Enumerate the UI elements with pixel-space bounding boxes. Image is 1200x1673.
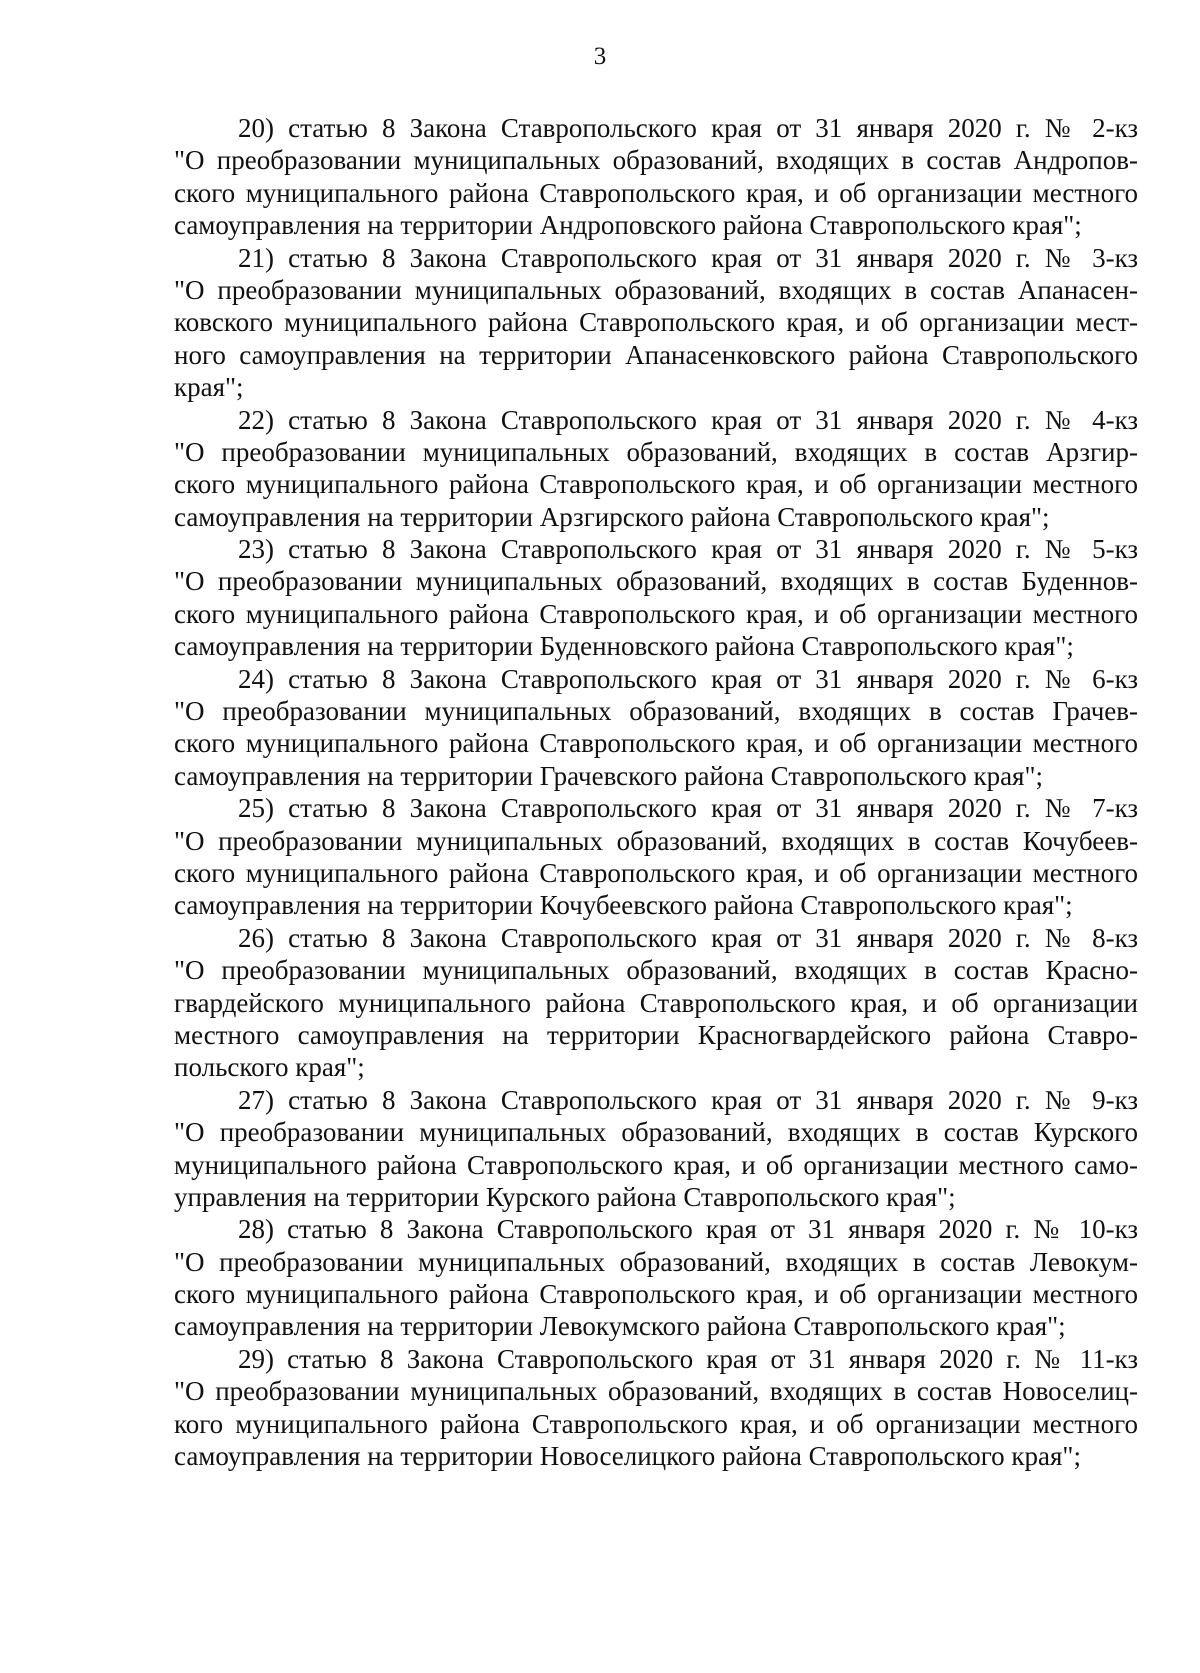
text-line: 21) статью 8 Закона Ставропольского края от 31 января 2020 г. № 3-кз <box>238 242 1138 273</box>
text-line: 24) статью 8 Закона Ставропольского края от 31 января 2020 г. № 6-кз <box>238 663 1138 694</box>
text-line: муниципального района Ставропольского края, и об организации местного само- <box>174 1149 1138 1180</box>
list-item-paragraph <box>174 533 1138 663</box>
page-number: 3 <box>593 43 607 70</box>
text-line: польского края"; <box>174 1052 365 1083</box>
list-item-paragraph <box>174 922 1138 1084</box>
text-line: "О преобразовании муниципальных образований, входящих в состав Левокум- <box>174 1246 1138 1277</box>
text-line: "О преобразовании муниципальных образований, входящих в состав Апанасен- <box>174 274 1138 305</box>
text-line: 28) статью 8 Закона Ставропольского края от 31 января 2020 г. № 10-кз <box>238 1214 1138 1245</box>
text-line: 25) статью 8 Закона Ставропольского края от 31 января 2020 г. № 7-кз <box>238 793 1138 824</box>
text-line: "О преобразовании муниципальных образований, входящих в состав Грачев- <box>174 696 1138 727</box>
list-item-paragraph <box>174 112 1138 242</box>
document-body <box>174 112 1138 1472</box>
list-item-paragraph <box>174 404 1138 534</box>
text-line: "О преобразовании муниципальных образований, входящих в состав Кочубеев- <box>174 825 1138 856</box>
text-line: 29) статью 8 Закона Ставропольского края от 31 января 2020 г. № 11-кз <box>238 1343 1138 1374</box>
text-line: самоуправления на территории Новоселицкого района Ставропольского края"; <box>174 1441 1081 1472</box>
text-line: управления на территории Курского района Ставропольского края"; <box>174 1181 956 1212</box>
text-line: 27) статью 8 Закона Ставропольского края от 31 января 2020 г. № 9-кз <box>238 1084 1138 1115</box>
text-line: самоуправления на территории Кочубеевского района Ставропольского края"; <box>174 890 1073 921</box>
text-line: 23) статью 8 Закона Ставропольского края от 31 января 2020 г. № 5-кз <box>238 534 1138 565</box>
text-line: местного самоуправления на территории Красногвардейского района Ставро- <box>174 1019 1138 1050</box>
text-line: 20) статью 8 Закона Ставропольского края от 31 января 2020 г. № 2-кз <box>238 113 1138 143</box>
list-item-paragraph <box>174 1213 1138 1343</box>
text-line: "О преобразовании муниципальных образований, входящих в состав Красно- <box>174 955 1138 986</box>
text-line: гвардейского муниципального района Ставропольского края, и об организации <box>174 987 1138 1018</box>
list-item-paragraph <box>174 663 1138 793</box>
list-item-paragraph <box>174 1084 1138 1214</box>
text-line: "О преобразовании муниципальных образований, входящих в состав Новоселиц- <box>174 1376 1138 1407</box>
text-line: "О преобразовании муниципальных образований, входящих в состав Андропов- <box>174 145 1138 176</box>
text-line: самоуправления на территории Буденновского района Ставропольского края"; <box>174 631 1074 662</box>
text-line: ского муниципального района Ставропольского края, и об организации местного <box>174 1279 1138 1310</box>
text-line: самоуправления на территории Левокумского района Ставропольского края"; <box>174 1311 1066 1342</box>
text-line: 26) статью 8 Закона Ставропольского края от 31 января 2020 г. № 8-кз <box>238 922 1138 953</box>
text-line: 22) статью 8 Закона Ставропольского края от 31 января 2020 г. № 4-кз <box>238 404 1138 435</box>
text-line: ского муниципального района Ставропольского края, и об организации местного <box>174 469 1138 500</box>
text-line: ного самоуправления на территории Апанасенковского района Ставропольского <box>174 339 1138 370</box>
text-line: ского муниципального района Ставропольского края, и об организации местного <box>174 857 1138 888</box>
list-item-paragraph <box>174 792 1138 922</box>
text-line: "О преобразовании муниципальных образований, входящих в состав Арзгир- <box>174 436 1138 467</box>
text-line: ковского муниципального района Ставропольского края, и об организации мест- <box>174 307 1138 338</box>
text-line: края"; <box>174 372 244 403</box>
text-line: самоуправления на территории Арзгирского района Ставропольского края"; <box>174 501 1050 532</box>
list-item-paragraph <box>174 242 1138 404</box>
list-item-paragraph <box>174 1343 1138 1473</box>
text-line: ского муниципального района Ставропольского края, и об организации местного <box>174 728 1138 759</box>
text-line: ского муниципального района Ставропольского края, и об организации местного <box>174 177 1138 208</box>
text-line: "О преобразовании муниципальных образований, входящих в состав Курского <box>174 1117 1138 1148</box>
text-line: "О преобразовании муниципальных образований, входящих в состав Буденнов- <box>174 566 1138 597</box>
text-line: кого муниципального района Ставропольского края, и об организации местного <box>174 1408 1138 1439</box>
text-line: самоуправления на территории Андроповского района Ставропольского края"; <box>174 210 1082 241</box>
text-line: самоуправления на территории Грачевского района Ставропольского края"; <box>174 760 1043 791</box>
text-line: ского муниципального района Ставропольского края, и об организации местного <box>174 598 1138 629</box>
